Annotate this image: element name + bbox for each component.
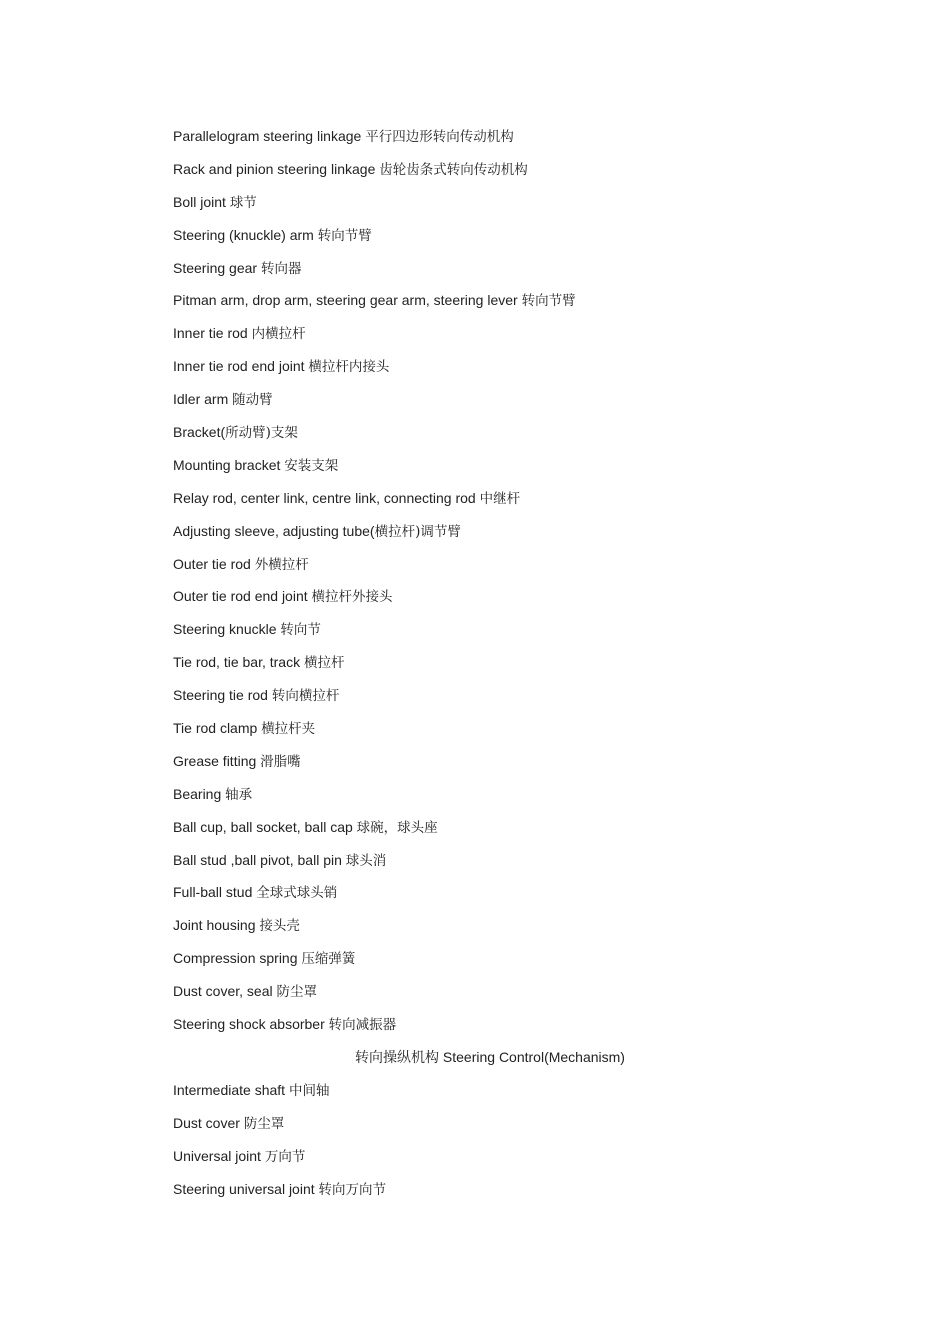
glossary-entry [173,586,813,619]
glossary-entry [173,1080,813,1113]
glossary-entry [173,192,813,225]
term-chinese: 中间轴 [288,1082,330,1099]
term-chinese: 轴承 [225,786,253,803]
glossary-entry [173,488,813,521]
term-english: Intermediate shaft [173,1081,289,1098]
term-chinese: 球头消 [345,852,387,869]
glossary-entry [173,290,813,323]
term-chinese: 全球式球头销 [256,885,338,902]
term-chinese: 随动臂 [232,392,273,409]
term-english: Rack and pinion steering linkage [173,160,380,177]
glossary-list [173,126,813,1211]
term-chinese: 压缩弹簧 [301,951,356,968]
term-english: Steering universal joint [173,1180,319,1197]
glossary-entry [173,225,813,258]
glossary-list-top [173,126,813,1047]
term-english: Steering tie rod [173,687,272,704]
glossary-entry [173,389,813,422]
term-chinese: 转向节臂 [521,293,576,310]
term-english: Ball stud ,ball pivot, ball pin [173,851,346,868]
term-chinese: 转向万向节 [318,1181,387,1198]
term-english: Pitman arm, drop arm, steering gear arm, steering lever [173,292,522,309]
glossary-entry [173,1014,813,1047]
glossary-entry [173,356,813,389]
term-english: Relay rod, center link, centre link, connecting rod [173,489,480,506]
term-chinese: 球节 [229,194,257,211]
term-chinese: 横拉杆夹 [261,721,316,738]
glossary-entry [173,521,813,554]
glossary-entry [173,1179,813,1212]
glossary-entry [173,126,813,159]
term-english: Steering gear [173,259,261,276]
term-chinese: 所动臂)支架 [225,425,298,442]
glossary-entry [173,817,813,850]
term-english: Tie rod, tie bar, track [173,654,304,671]
term-chinese: 万向节 [264,1148,306,1165]
term-english: Universal joint [173,1147,265,1164]
term-english: Steering (knuckle) arm [173,226,318,243]
glossary-entry [173,652,813,685]
term-chinese: 滑脂嘴 [260,753,301,770]
glossary-entry [173,751,813,784]
term-chinese: 防尘罩 [276,984,317,1001]
glossary-entry [173,850,813,883]
term-english: Inner tie rod end joint [173,358,309,375]
glossary-entry [173,948,813,981]
term-english: Idler arm [173,391,233,408]
term-chinese: 防尘罩 [243,1115,285,1132]
term-english: Inner tie rod [173,325,252,342]
term-chinese: 外横拉杆 [254,556,309,573]
term-english: Dust cover [173,1114,244,1131]
glossary-entry [173,718,813,751]
term-english: Steering knuckle [173,621,281,638]
term-chinese: 横拉杆 [303,655,345,672]
term-english: Ball cup, ball socket, ball cap [173,818,357,835]
glossary-entry [173,915,813,948]
term-english: Full-ball stud [173,884,257,901]
term-english: Steering shock absorber [173,1016,329,1033]
glossary-entry [173,1146,813,1179]
term-chinese: 安装支架 [284,457,339,474]
term-english: Dust cover, seal [173,983,277,1000]
term-english: Boll joint [173,193,230,210]
term-chinese: 中继杆 [479,490,521,507]
glossary-entry [173,619,813,652]
term-english: Compression spring [173,950,302,967]
term-chinese: 内横拉杆 [251,326,306,343]
term-english: Joint housing [173,917,260,934]
term-chinese: 转向节 [280,622,321,639]
glossary-list-bottom [173,1080,813,1212]
term-chinese: 横拉杆)调节臂 [374,523,461,540]
glossary-entry [173,1113,813,1146]
glossary-entry [173,159,813,192]
glossary-entry [173,323,813,356]
term-english: Outer tie rod [173,555,255,572]
glossary-entry [173,981,813,1014]
term-chinese: 横拉杆外接头 [311,589,393,606]
term-english: Grease fitting [173,752,261,769]
term-english: Bracket( [173,424,226,441]
term-chinese: 转向减振器 [328,1017,397,1034]
term-chinese: 转向节臂 [317,227,372,244]
glossary-entry [173,455,813,488]
term-english: Outer tie rod end joint [173,588,312,605]
term-english: Parallelogram steering linkage [173,128,366,144]
term-chinese: 接头壳 [259,918,300,935]
glossary-entry [173,784,813,817]
term-chinese: 球碗，球头座 [356,819,438,836]
glossary-entry [173,685,813,718]
section-heading: 转向操纵机构 Steering Control(Mechanism) [355,1048,625,1065]
glossary-entry [173,258,813,291]
term-english: Mounting bracket [173,456,285,473]
glossary-entry [173,554,813,587]
term-english: Tie rod clamp [173,720,262,737]
glossary-entry [173,882,813,915]
term-english: Adjusting sleeve, adjusting tube( [173,522,375,539]
term-english: Bearing [173,785,226,802]
term-chinese: 转向横拉杆 [271,688,340,705]
term-chinese: 齿轮齿条式转向传动机构 [379,161,528,178]
term-chinese: 平行四边形转向传动机构 [365,129,514,145]
term-chinese: 转向器 [260,260,302,277]
glossary-entry [173,422,813,455]
term-chinese: 横拉杆内接头 [308,359,390,376]
